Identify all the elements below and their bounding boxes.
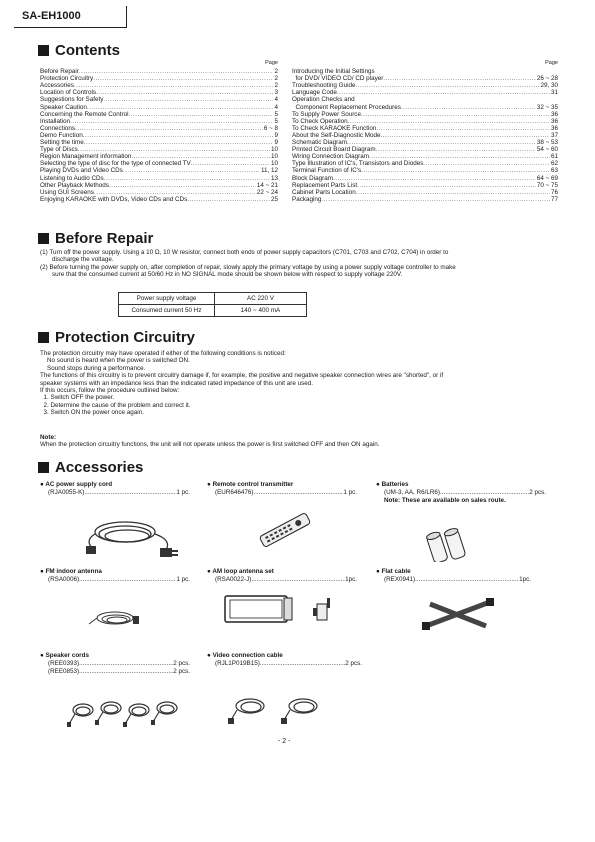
protection-line: The functions of this circuitry is to prevent circuitry damage if, for example, the positive and negative speaker connection wires are "shorted", or if <box>40 372 444 380</box>
contents-heading <box>38 42 120 59</box>
toc-leader-dots <box>376 146 536 153</box>
toc-leader-dots <box>369 153 550 160</box>
toc-leader-dots <box>376 125 550 132</box>
toc-entry-page: 2 <box>274 68 278 76</box>
toc-entry <box>292 82 558 89</box>
accessory-name-text: Speaker cords <box>45 652 89 659</box>
accessory-name-text: Batteries <box>381 481 409 488</box>
toc-entry <box>40 196 278 203</box>
toc-entry-page: 32 ~ 35 <box>536 103 558 111</box>
toc-entry <box>292 68 558 75</box>
part-number: (RSA0006) <box>48 576 80 583</box>
toc-entry <box>40 160 278 167</box>
toc-entry-title: About the Self-Diagnostic Mode <box>292 131 381 139</box>
toc-entry-title: Troubleshooting Guide <box>292 82 356 90</box>
note-text: When the protection circuitry functions, the unit will not operate unless the power is first switched OFF and then ON again. <box>40 441 380 449</box>
toc-entry <box>292 89 558 96</box>
quantity: 1pc. <box>345 576 357 583</box>
video-cable-illustration <box>225 690 335 726</box>
toc-entry-page: 9 <box>274 139 278 147</box>
accessory-speaker-cords <box>40 652 190 676</box>
before-repair-text <box>40 249 560 279</box>
toc-entry <box>40 75 278 82</box>
note-label: Note: <box>40 434 57 441</box>
accessory-remote <box>207 481 357 497</box>
accessory-row <box>207 489 357 497</box>
accessory-name: ● Flat cable <box>376 568 411 575</box>
toc-entry-title: Schematic Diagram <box>292 139 347 147</box>
toc-entry-title: Language Code <box>292 89 337 97</box>
toc-entry <box>292 153 558 160</box>
toc-leader-dots <box>383 75 535 82</box>
toc-entry <box>292 182 558 189</box>
page-number: - 2 - <box>278 738 291 745</box>
toc-entry-page: 77 <box>550 195 558 203</box>
toc-entry-page: 4 <box>274 103 278 111</box>
before-repair-item-1b: discharge the voltage. <box>52 256 114 264</box>
toc-entry-page: 2 <box>274 82 278 90</box>
toc-entry-title: Setting the time <box>40 139 84 147</box>
toc-entry <box>292 189 558 196</box>
toc-entry-title: Concerning the Remote Control <box>40 110 129 118</box>
toc-leader-dots <box>355 82 539 89</box>
accessory-flat-cable <box>376 568 531 584</box>
toc-entry-title: Printed Circuit Board Diagram <box>292 146 376 154</box>
accessory-name-text: AM loop antenna set <box>212 568 274 575</box>
protection-line: 1. Switch OFF the power. <box>40 394 115 402</box>
toc-entry <box>292 139 558 146</box>
accessory-name-text: Video connection cable <box>212 652 283 659</box>
toc-leader-dots <box>83 132 274 139</box>
toc-entry-page: 76 <box>550 188 558 196</box>
accessory-video-cable <box>207 652 362 668</box>
toc-leader-dots <box>104 175 270 182</box>
spec-value: 140 ~ 400 mA <box>215 305 307 317</box>
toc-leader-dots <box>78 146 270 153</box>
ac-cord-illustration <box>80 510 190 562</box>
quantity: 2 pcs. <box>173 668 190 675</box>
toc-leader-dots <box>79 68 274 75</box>
toc-entry-title: Listening to Audio CDs <box>40 174 104 182</box>
toc-leader-dots <box>337 89 550 96</box>
toc-entry-page: 2 <box>274 75 278 83</box>
accessory-row <box>207 576 357 584</box>
toc-entry-page: 36 <box>550 117 558 125</box>
contents-title: Contents <box>55 42 120 59</box>
toc-entry-title: To Check Operation <box>292 117 348 125</box>
quantity: 1pc. <box>519 576 531 583</box>
toc-entry <box>40 82 278 89</box>
batteries-note: Note: These are available on sales route. <box>384 497 506 504</box>
quantity: 1 pc. <box>343 489 357 496</box>
accessory-name: ● Remote control transmitter <box>207 481 294 488</box>
accessory-name: ● Batteries <box>376 481 409 488</box>
toc-entry-title: for DVD/ VIDEO CD/ CD player <box>292 75 384 83</box>
part-number: (UM-3, AA, R6/LR6) <box>384 489 440 496</box>
protection-note <box>40 434 565 449</box>
toc-leader-dots <box>87 104 274 111</box>
toc-leader-dots <box>70 118 273 125</box>
accessories-title: Accessories <box>55 459 144 476</box>
toc-entry-page: 10 <box>270 160 278 168</box>
toc-entry-page: 38 ~ 53 <box>536 139 558 147</box>
toc-page-label: Page <box>265 60 278 66</box>
toc-entry-page: 5 <box>274 117 278 125</box>
quantity: 2 pcs. <box>345 660 362 667</box>
toc-entry <box>292 160 558 167</box>
accessory-name-text: Flat cable <box>381 568 411 575</box>
protection-line: No sound is heard when the power is switched ON. <box>40 357 190 365</box>
batteries-illustration <box>425 522 475 562</box>
toc-entry <box>292 196 558 203</box>
toc-entry-title: Introducing the Initial Settings <box>292 68 375 76</box>
toc-leader-dots <box>191 160 270 167</box>
toc-entry <box>40 96 278 103</box>
toc-entry <box>40 167 278 174</box>
spec-label: Power supply voltage <box>119 293 215 305</box>
toc-left-column <box>40 60 278 203</box>
toc-entry-page: 63 <box>550 167 558 175</box>
toc-entry-title: Other Playback Methods <box>40 181 109 189</box>
part-number: (REE0393) <box>48 660 80 667</box>
toc-entry-title: Selecting the type of disc for the type of connected TV <box>40 160 191 168</box>
toc-entry <box>292 96 558 103</box>
accessory-row <box>376 576 531 584</box>
toc-entry-page: 36 <box>550 110 558 118</box>
toc-entry-title: Type Illustration of IC's, Transistors and Diodes <box>292 160 424 168</box>
accessory-row <box>40 576 190 584</box>
toc-entry-title: Region Management information <box>40 153 132 161</box>
toc-entry-page: 26 ~ 28 <box>536 75 558 83</box>
toc-entry-title: Replacement Parts List <box>292 181 358 189</box>
before-repair-item-1: (1) Turn off the power supply. Using a 10 Ω, 10 W resistor, connect both ends of power supply capacitors (C701, C703 and C702, C704) in order to <box>40 249 449 256</box>
accessory-row <box>40 668 190 676</box>
accessory-name: ● Speaker cords <box>40 652 89 659</box>
before-repair-title: Before Repair <box>55 230 154 247</box>
before-repair-heading <box>38 230 153 247</box>
header-vertical-rule <box>126 6 127 28</box>
toc-leader-dots <box>321 196 550 203</box>
toc-entry-title: Packaging <box>292 195 322 203</box>
accessory-name: ● AC power supply cord <box>40 481 113 488</box>
toc-entry <box>40 146 278 153</box>
part-number: (RJL1P019B15) <box>215 660 260 667</box>
toc-entry <box>292 132 558 139</box>
fm-antenna-illustration <box>85 604 155 634</box>
part-number: (RJA0055-K) <box>48 489 85 496</box>
toc-leader-dots <box>84 139 274 146</box>
spec-row <box>119 305 307 317</box>
toc-leader-dots <box>103 96 273 103</box>
toc-entry-title: Demo Function <box>40 131 83 139</box>
spec-label: Consumed current 50 Hz <box>119 305 215 317</box>
toc-leader-dots <box>423 160 550 167</box>
toc-entry-page: 31 <box>550 89 558 97</box>
accessory-row <box>40 489 190 497</box>
toc-entry <box>40 89 278 96</box>
quantity: 2 pcs. <box>173 660 190 667</box>
toc-page-label: Page <box>545 60 558 66</box>
toc-entry <box>40 132 278 139</box>
toc-entry-page: 9 <box>274 131 278 139</box>
toc-leader-dots <box>109 182 256 189</box>
accessory-name: ● FM indoor antenna <box>40 568 102 575</box>
toc-entry <box>40 125 278 132</box>
heading-square-icon <box>38 233 49 244</box>
toc-entry-title: Installation <box>40 117 71 125</box>
toc-entry-title: Terminal Function of IC's <box>292 167 362 175</box>
toc-leader-dots <box>333 175 536 182</box>
toc-entry-title: To Check KARAOKE Function <box>292 124 377 132</box>
flat-cable-illustration <box>420 596 500 632</box>
toc-leader-dots <box>94 189 256 196</box>
protection-line: 3. Switch ON the power once again. <box>40 409 144 417</box>
toc-entry <box>292 167 558 174</box>
accessory-batteries <box>376 481 546 505</box>
toc-leader-dots <box>361 167 550 174</box>
heading-square-icon <box>38 462 49 473</box>
toc-entry-page: 10 <box>270 153 278 161</box>
part-number: (EUR646476) <box>215 489 254 496</box>
toc-leader-dots <box>348 118 550 125</box>
protection-text <box>40 350 565 417</box>
toc-entry <box>40 139 278 146</box>
toc-entry-title: Location of Controls <box>40 89 97 97</box>
toc-entry-page: 3 <box>274 89 278 97</box>
toc-leader-dots <box>356 189 550 196</box>
toc-entry-title: Cabinet Parts Location <box>292 188 356 196</box>
toc-leader-dots <box>75 125 263 132</box>
toc-entry-title: Block Diagram <box>292 174 333 182</box>
accessory-am-antenna <box>207 568 357 584</box>
toc-leader-dots <box>96 89 273 96</box>
toc-leader-dots <box>357 182 536 189</box>
accessory-name: ● AM loop antenna set <box>207 568 274 575</box>
accessory-row <box>40 660 190 668</box>
toc-entry <box>292 146 558 153</box>
toc-leader-dots <box>123 167 260 174</box>
protection-title: Protection Circuitry <box>55 329 196 346</box>
accessory-name-text: Remote control transmitter <box>212 481 294 488</box>
toc-leader-dots <box>361 111 550 118</box>
toc-right-column <box>292 60 558 203</box>
protection-line: The protection circuitry may have operated if either of the following conditions is noticed: <box>40 350 286 357</box>
toc-entry-page: 70 ~ 75 <box>536 181 558 189</box>
toc-entry-page: 13 <box>270 174 278 182</box>
quantity: 1 pc. <box>176 576 190 583</box>
accessory-row <box>376 489 546 497</box>
toc-entry <box>292 75 558 82</box>
before-repair-item-2b: sure that the consumed current at 50/60 Hz in NO SIGNAL mode should be shown below with respect to supply voltage 220V. <box>52 271 403 279</box>
accessories-heading <box>38 459 143 476</box>
spec-value: AC 220 V <box>215 293 307 305</box>
toc-entry-title: To Supply Power Source <box>292 110 361 118</box>
toc-entry-title: Speaker Caution <box>40 103 87 111</box>
toc-entry <box>40 68 278 75</box>
toc-entry-page: 37 <box>550 131 558 139</box>
toc-entry-page: 5 <box>274 110 278 118</box>
toc-entry-page: 29, 30 <box>540 82 558 90</box>
header-rule <box>14 27 126 28</box>
toc-entry <box>292 175 558 182</box>
protection-heading <box>38 329 195 346</box>
toc-entry-page: 54 ~ 60 <box>536 146 558 154</box>
heading-square-icon <box>38 45 49 56</box>
toc-entry-page: 10 <box>270 146 278 154</box>
part-number: (REE0853) <box>48 668 80 675</box>
toc-entry-title: Enjoying KARAOKE with DVDs, Video CDs and CDs <box>40 195 188 203</box>
toc-leader-dots <box>93 75 273 82</box>
toc-entry-title: Playing DVDs and Video CDs <box>40 167 123 175</box>
accessory-name-text: AC power supply cord <box>45 481 113 488</box>
spec-row <box>119 293 307 305</box>
toc-entry-title: Before Repair <box>40 68 79 76</box>
protection-line: speaker systems with an impedance less than the indicated rated impedance of this unit are used. <box>40 379 314 387</box>
am-loop-antenna-illustration <box>222 592 342 632</box>
quantity: 1 pc. <box>176 489 190 496</box>
toc-entry-title: Component Replacement Procedures <box>292 103 401 111</box>
toc-entry-title: Wiring Connection Diagram <box>292 153 369 161</box>
toc-entry-page: 4 <box>274 96 278 104</box>
toc-entry <box>292 118 558 125</box>
toc-entry-page: 61 <box>550 153 558 161</box>
remote-control-illustration <box>255 510 315 550</box>
toc-entry-title: Using GUI Screens <box>40 188 94 196</box>
toc-entry-title: Type of Discs <box>40 146 78 154</box>
protection-line: If this occurs, follow the procedure outlined below: <box>40 387 180 395</box>
toc-leader-dots <box>74 82 274 89</box>
accessory-fm-antenna <box>40 568 190 584</box>
heading-square-icon <box>38 332 49 343</box>
toc-entry <box>40 182 278 189</box>
toc-entry-page: 64 ~ 69 <box>536 174 558 182</box>
toc-entry-title: Connections <box>40 124 76 132</box>
toc-entry <box>40 111 278 118</box>
toc-leader-dots <box>131 153 270 160</box>
toc-entry-page: 25 <box>270 195 278 203</box>
toc-entry <box>292 104 558 111</box>
toc-entry-page: 62 <box>550 160 558 168</box>
toc-leader-dots <box>129 111 274 118</box>
accessory-name-text: FM indoor antenna <box>45 568 102 575</box>
toc-entry-title: Protection Circuitry <box>40 75 94 83</box>
protection-line: 2. Determine the cause of the problem and correct it. <box>40 401 191 409</box>
before-repair-item-2: (2) Before turning the power supply on, after completion of repair, slowly apply the primary voltage by using a power supply voltage controller to make <box>40 263 456 271</box>
speaker-cords-illustration <box>65 690 195 730</box>
toc-entry <box>292 111 558 118</box>
toc-entry-page: 14 ~ 21 <box>256 181 278 189</box>
model-number: SA-EH1000 <box>22 10 81 22</box>
toc-entry-title: Suggestions for Safety <box>40 96 104 104</box>
toc-entry <box>40 153 278 160</box>
toc-entry-title: Operation Checks and <box>292 96 355 104</box>
toc-leader-dots <box>347 139 536 146</box>
toc-entry <box>292 125 558 132</box>
accessory-row <box>207 660 362 668</box>
protection-line: Sound stops during a performance. <box>40 364 146 372</box>
toc-entry <box>40 189 278 196</box>
toc-entry <box>40 118 278 125</box>
toc-entry-page: 11, 12 <box>260 167 278 175</box>
toc-entry-page: 36 <box>550 124 558 132</box>
toc-leader-dots <box>381 132 550 139</box>
accessory-ac-cord <box>40 481 190 497</box>
toc-entry-page: 22 ~ 24 <box>256 188 278 196</box>
accessory-name: ● Video connection cable <box>207 652 283 659</box>
part-number: (REX0941) <box>384 576 416 583</box>
part-number: (RSA0022-J) <box>215 576 252 583</box>
power-spec-table <box>118 292 307 317</box>
toc-leader-dots <box>401 104 536 111</box>
quantity: 2 pcs. <box>529 489 546 496</box>
toc-entry <box>40 104 278 111</box>
toc-leader-dots <box>187 196 270 203</box>
toc-entry-title: Accessories <box>40 82 74 90</box>
toc-entry-page: 6 ~ 8 <box>263 124 278 132</box>
toc-entry <box>40 175 278 182</box>
